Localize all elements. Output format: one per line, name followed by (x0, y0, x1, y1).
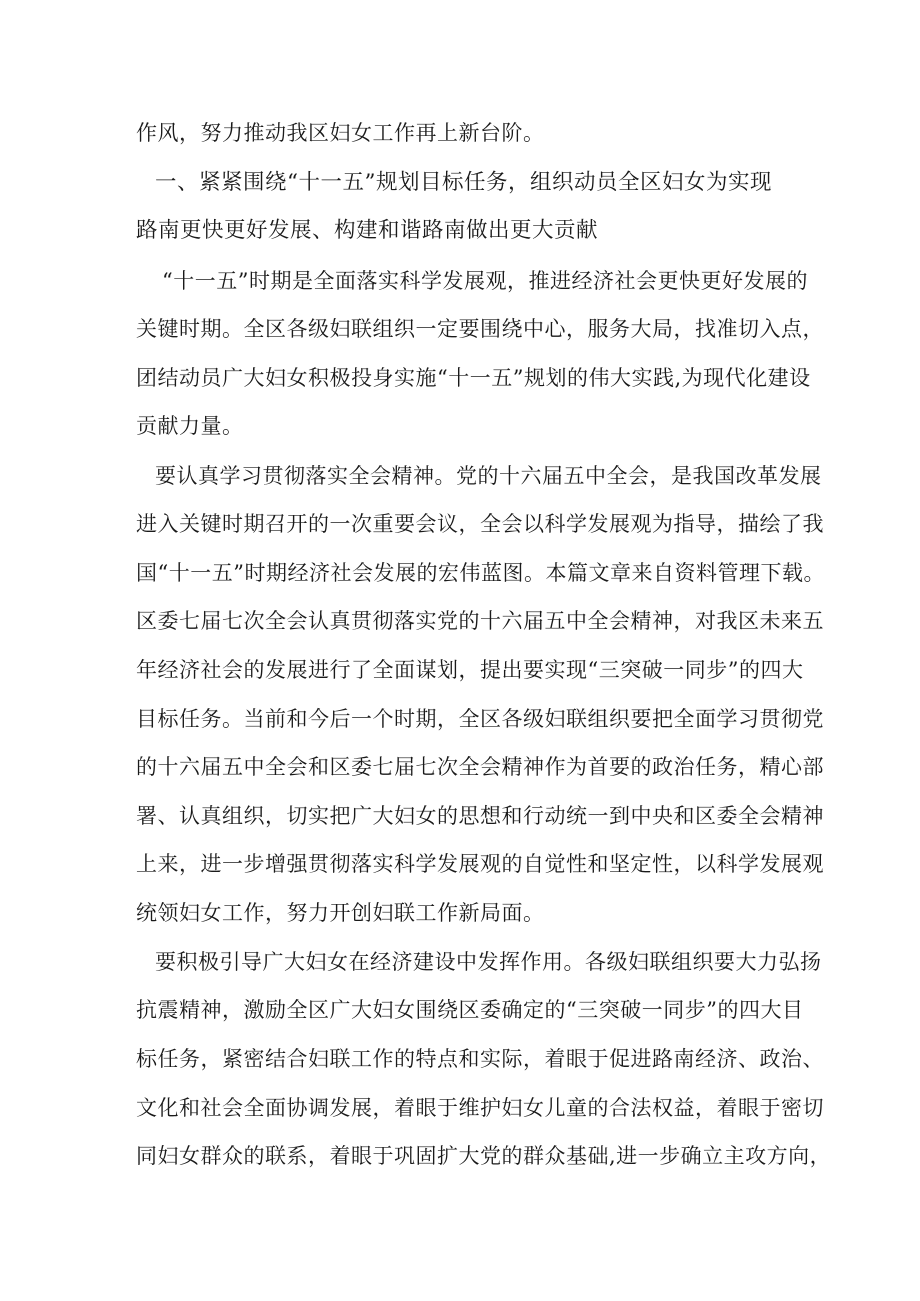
section-heading-line: 路南更快更好发展、构建和谐路南做出更大贡献 (136, 218, 599, 243)
text-line: 区委七届七次全会认真贯彻落实党的十六届五中全会精神，对我区未来五 (136, 609, 824, 633)
text-line: 目标任务。当前和今后一个时期，全区各级妇联组织要把全面学习贯彻党 (136, 707, 824, 731)
section-heading-line: 一、紧紧围绕“十一五”规划目标任务，组织动员全区妇女为实现 (155, 170, 772, 195)
text-line: 的十六届五中全会和区委七届七次全会精神作为首要的政治任务，精心部 (136, 755, 824, 779)
text-line: 作风，努力推动我区妇女工作再上新台阶。 (136, 121, 545, 145)
text-line: 进入关键时期召开的一次重要会议，全会以科学发展观为指导，描绘了我 (136, 512, 824, 536)
text-line: 署、认真组织，切实把广大妇女的思想和行动统一到中央和区委全会精神 (136, 804, 824, 828)
text-line: 要积极引导广大妇女在经济建设中发挥作用。各级妇联组织要大力弘扬 (155, 950, 822, 974)
text-line: “十一五”时期是全面落实科学发展观，推进经济社会更快更好发展的 (162, 269, 808, 293)
text-line: 上来，进一步增强贯彻落实科学发展观的自觉性和坚定性，以科学发展观 (136, 852, 824, 876)
text-line: 团结动员广大妇女积极投身实施“十一五”规划的伟大实践,为现代化建设 (136, 366, 811, 390)
text-line: 贡献力量。 (136, 414, 244, 438)
text-line: 文化和社会全面协调发展，着眼于维护妇女儿童的合法权益，着眼于密切 (136, 1096, 824, 1120)
text-line: 年经济社会的发展进行了全面谋划，提出要实现“三突破一同步”的四大 (136, 658, 804, 682)
text-line: 关键时期。全区各级妇联组织一定要围绕中心，服务大局，找准切入点， (136, 317, 824, 341)
text-line: 同妇女群众的联系，着眼于巩固扩大党的群众基础,进一步确立主攻方向， (136, 1144, 832, 1168)
text-line: 国“十一五”时期经济社会发展的宏伟蓝图。本篇文章来自资料管理下载。 (136, 561, 825, 585)
text-line: 统领妇女工作，努力开创妇联工作新局面。 (136, 901, 545, 925)
text-line: 标任务，紧密结合妇联工作的特点和实际，着眼于促进路南经济、政治、 (136, 1047, 824, 1071)
text-line: 要认真学习贯彻落实全会精神。党的十六届五中全会，是我国改革发展 (155, 464, 822, 488)
text-line: 抗震精神，激励全区广大妇女围绕区委确定的“三突破一同步”的四大目 (136, 998, 804, 1022)
